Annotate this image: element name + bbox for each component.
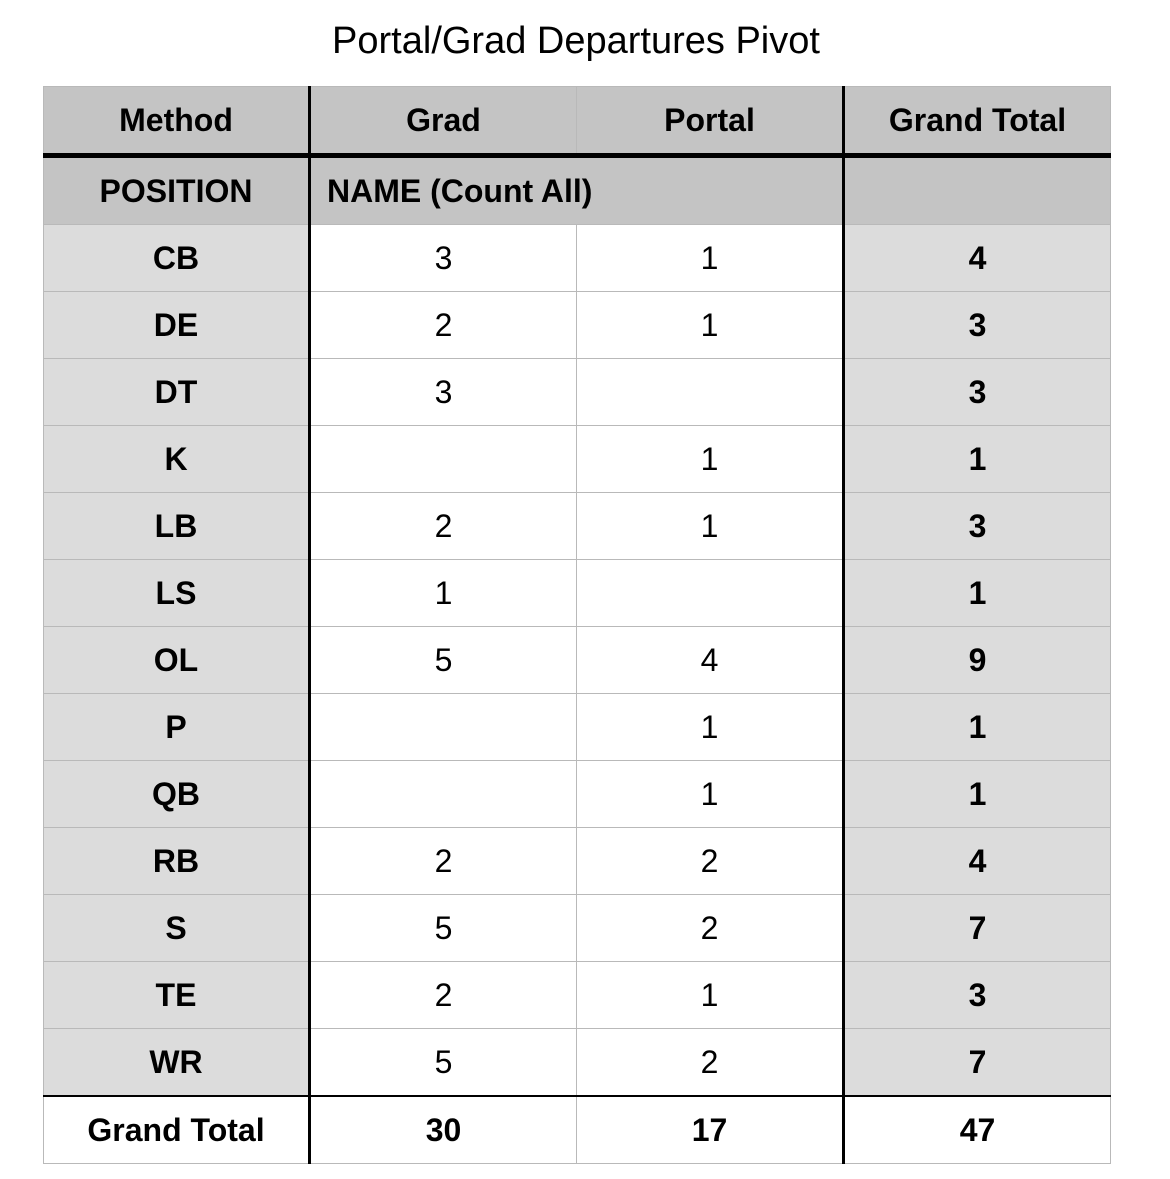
position-cell[interactable]: OL [44, 627, 310, 694]
portal-count-cell[interactable] [577, 560, 844, 627]
position-cell[interactable]: WR [44, 1029, 310, 1097]
table-row [44, 694, 1111, 761]
position-cell[interactable]: LB [44, 493, 310, 560]
portal-count-cell[interactable]: 1 [577, 426, 844, 493]
portal-count-cell[interactable]: 1 [577, 694, 844, 761]
table-row [44, 225, 1111, 292]
column-header-grad[interactable]: Grad [310, 87, 577, 156]
grad-count-cell[interactable] [310, 694, 577, 761]
grand-total-all[interactable]: 47 [844, 1096, 1111, 1164]
grad-count-cell[interactable]: 2 [310, 828, 577, 895]
grand-total-grad[interactable]: 30 [310, 1096, 577, 1164]
position-cell[interactable]: TE [44, 962, 310, 1029]
grand-total-label[interactable]: Grand Total [44, 1096, 310, 1164]
portal-count-cell[interactable]: 2 [577, 1029, 844, 1097]
grad-count-cell[interactable]: 1 [310, 560, 577, 627]
position-cell[interactable]: P [44, 694, 310, 761]
column-header-grand-total[interactable]: Grand Total [844, 87, 1111, 156]
column-header-row [44, 87, 1111, 156]
pivot-table [43, 86, 1111, 1164]
grad-count-cell[interactable]: 5 [310, 627, 577, 694]
grad-count-cell[interactable]: 5 [310, 1029, 577, 1097]
portal-count-cell[interactable]: 2 [577, 828, 844, 895]
grad-count-cell[interactable]: 2 [310, 962, 577, 1029]
grad-count-cell[interactable]: 3 [310, 359, 577, 426]
portal-count-cell[interactable]: 1 [577, 225, 844, 292]
table-row [44, 627, 1111, 694]
value-field-header[interactable]: NAME (Count All) [310, 156, 844, 225]
table-row [44, 895, 1111, 962]
field-header-blank [844, 156, 1111, 225]
table-row [44, 761, 1111, 828]
grand-total-row [44, 1096, 1111, 1164]
table-row [44, 426, 1111, 493]
position-cell[interactable]: RB [44, 828, 310, 895]
portal-count-cell[interactable]: 1 [577, 962, 844, 1029]
position-cell[interactable]: S [44, 895, 310, 962]
position-field-header[interactable]: POSITION [44, 156, 310, 225]
row-total-cell[interactable]: 1 [844, 560, 1111, 627]
grad-count-cell[interactable] [310, 426, 577, 493]
table-row [44, 359, 1111, 426]
grad-count-cell[interactable]: 3 [310, 225, 577, 292]
table-row [44, 493, 1111, 560]
portal-count-cell[interactable]: 4 [577, 627, 844, 694]
table-row [44, 560, 1111, 627]
row-total-cell[interactable]: 3 [844, 292, 1111, 359]
row-total-cell[interactable]: 9 [844, 627, 1111, 694]
table-row [44, 292, 1111, 359]
row-total-cell[interactable]: 4 [844, 225, 1111, 292]
row-total-cell[interactable]: 1 [844, 761, 1111, 828]
grad-count-cell[interactable] [310, 761, 577, 828]
row-total-cell[interactable]: 3 [844, 493, 1111, 560]
row-total-cell[interactable]: 7 [844, 1029, 1111, 1097]
row-total-cell[interactable]: 1 [844, 694, 1111, 761]
row-total-cell[interactable]: 3 [844, 962, 1111, 1029]
table-title: Portal/Grad Departures Pivot [332, 20, 820, 62]
column-header-portal[interactable]: Portal [577, 87, 844, 156]
position-cell[interactable]: DT [44, 359, 310, 426]
row-total-cell[interactable]: 3 [844, 359, 1111, 426]
field-header-row [44, 156, 1111, 225]
portal-count-cell[interactable]: 1 [577, 761, 844, 828]
grad-count-cell[interactable]: 2 [310, 292, 577, 359]
portal-count-cell[interactable]: 1 [577, 292, 844, 359]
grad-count-cell[interactable]: 2 [310, 493, 577, 560]
method-header[interactable]: Method [44, 87, 310, 156]
table-row [44, 962, 1111, 1029]
portal-count-cell[interactable] [577, 359, 844, 426]
position-cell[interactable]: K [44, 426, 310, 493]
table-row [44, 1029, 1111, 1097]
position-cell[interactable]: QB [44, 761, 310, 828]
row-total-cell[interactable]: 4 [844, 828, 1111, 895]
row-total-cell[interactable]: 7 [844, 895, 1111, 962]
portal-count-cell[interactable]: 2 [577, 895, 844, 962]
grand-total-portal[interactable]: 17 [577, 1096, 844, 1164]
position-cell[interactable]: LS [44, 560, 310, 627]
position-cell[interactable]: CB [44, 225, 310, 292]
portal-count-cell[interactable]: 1 [577, 493, 844, 560]
pivot-body [44, 225, 1111, 1097]
grad-count-cell[interactable]: 5 [310, 895, 577, 962]
table-row [44, 828, 1111, 895]
position-cell[interactable]: DE [44, 292, 310, 359]
row-total-cell[interactable]: 1 [844, 426, 1111, 493]
